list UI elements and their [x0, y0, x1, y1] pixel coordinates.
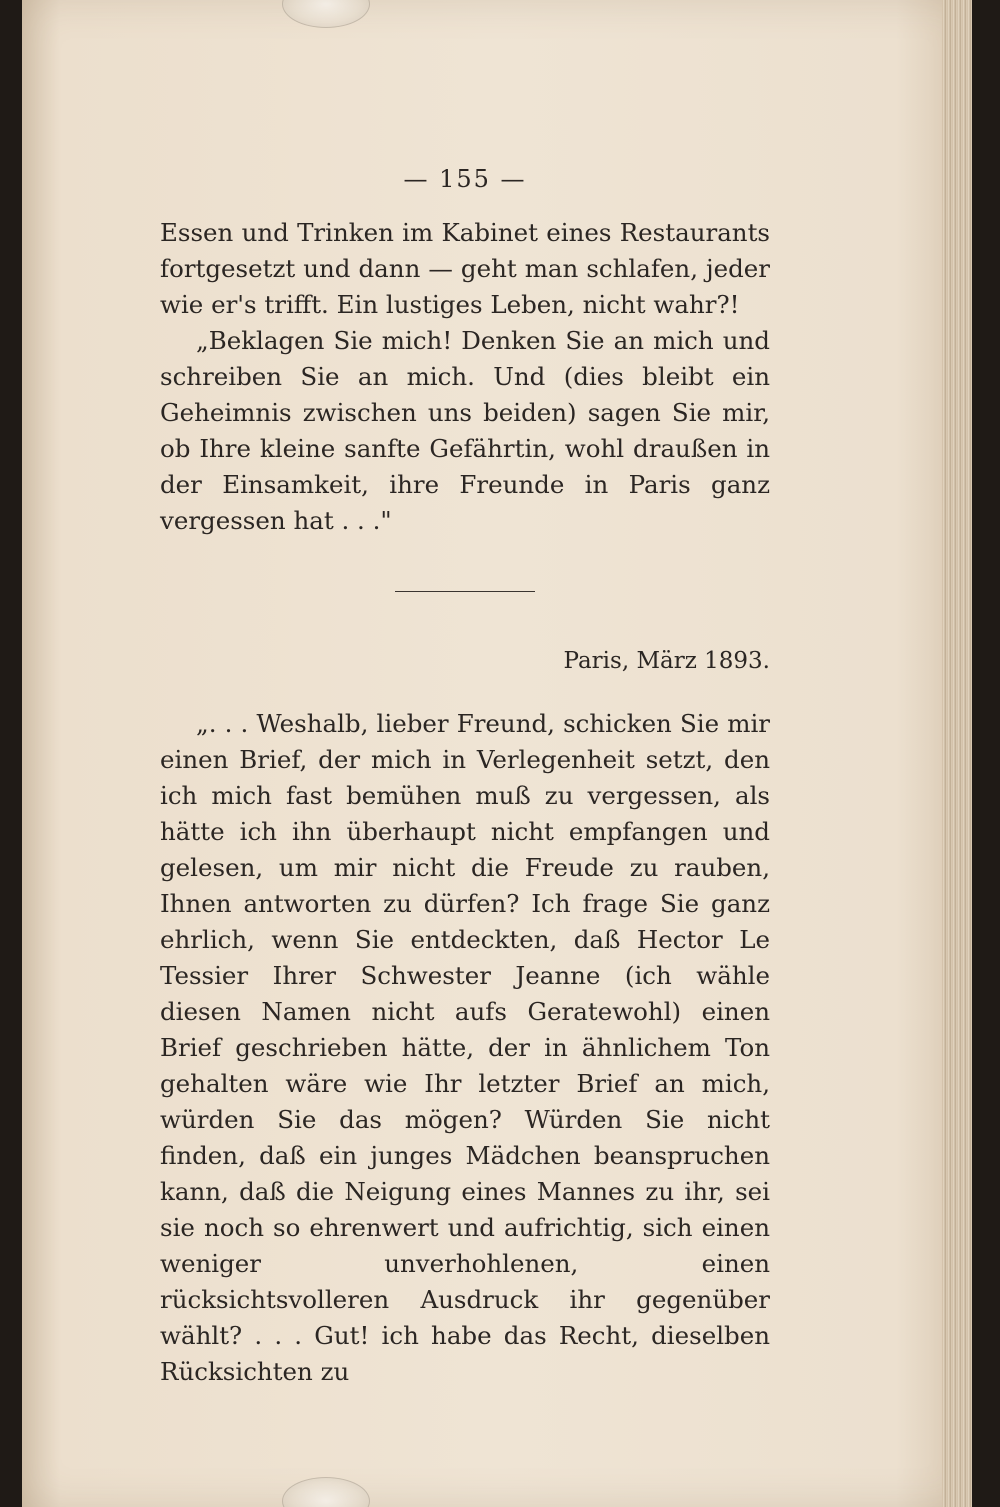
page-edges — [942, 0, 972, 1507]
page-text — [160, 165, 770, 1390]
letter-dateline: Paris, März 1893. — [563, 648, 770, 674]
paragraph-3: „. . . Weshalb, lieber Freund, schicken Sie mir einen Brief, der mich in Verlegenheit setzt, den ich mich fast bemühen muß zu vergessen, als hätte ich ihn überhaupt nicht empfangen und gelesen, um mir nicht die Freude zu rauben, Ihnen antworten zu dürfen? Ich frage Sie ganz ehrlich, wenn Sie entdeckten, daß Hector Le Tessier Ihrer Schwester Jeanne (ich wähle diesen Namen nicht aufs Geratewohl) einen Brief geschrieben hätte, der in ähnlichem Ton gehalten wäre wie Ihr letzter Brief an mich, würden Sie das mögen? Würden Sie nicht finden, daß ein junges Mädchen beanspruchen kann, daß die Neigung eines Mannes zu ihr, sei sie noch so ehrenwert und aufrichtig, sich einen weniger unverhohlenen, einen rücksichtsvolleren Ausdruck ihr gegenüber wählt? . . . Gut! ich habe das Recht, dieselben Rücksichten zu — [160, 709, 770, 1386]
section-divider — [395, 591, 535, 592]
page-number: — 155 — — [403, 165, 527, 193]
paragraph-2: „Beklagen Sie mich! Denken Sie an mich und schreiben Sie an mich. Und (dies bleibt ein Geheimnis zwischen uns beiden) sagen Sie mir, ob Ihre kleine sanfte Gefährtin, wohl draußen in der Einsamkeit, ihre Freunde in Paris ganz vergessen hat . . ." — [160, 326, 770, 535]
paragraph-1: Essen und Trinken im Kabinet eines Restaurants fortgesetzt und dann — geht man schlafen, jeder wie er's trifft. Ein lustiges Leben, nicht wahr?! — [160, 218, 770, 319]
